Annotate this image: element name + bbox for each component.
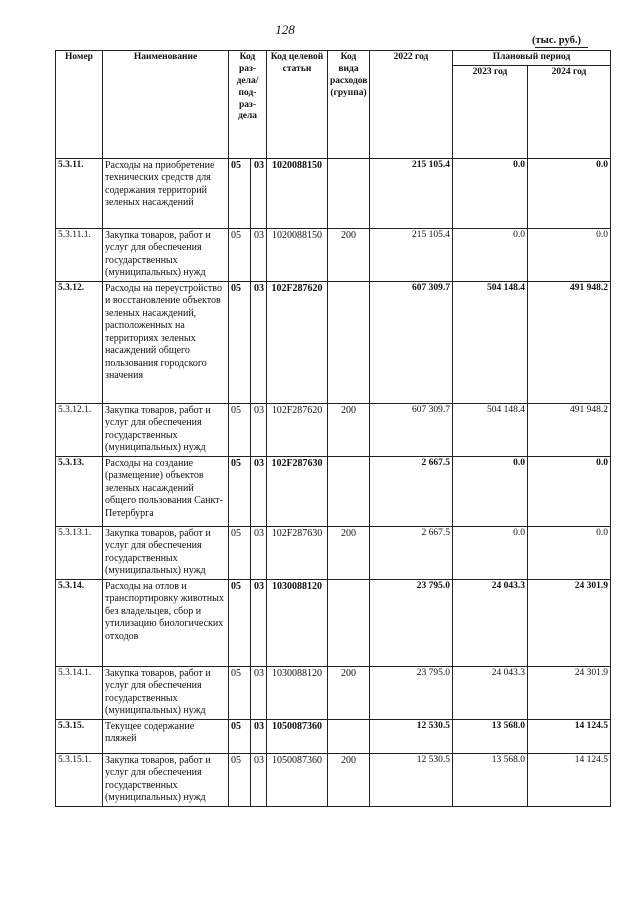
cell-name: Расходы на приобретение технических средств для содержания территорий зеленых насаждений [103,158,229,228]
cell-expense-type [328,281,370,403]
header-year-2023: 2023 год [453,65,528,158]
cell-2024: 491 948.2 [528,403,611,456]
cell-expense-type: 200 [328,228,370,281]
header-expense-type-code: Код вида расходов (группа) [328,51,370,159]
cell-name: Расходы на отлов и транспортировку животных без владельцев, сбор и утилизацию биологических отходов [103,579,229,666]
cell-2024: 0.0 [528,456,611,526]
cell-expense-type [328,719,370,753]
cell-2023: 504 148.4 [453,281,528,403]
cell-target-code: 1050087360 [267,753,328,806]
units-label: (тыс. руб.) [532,35,581,46]
header-section-code: Код раз-дела/ под-раз-дела [229,51,267,159]
cell-2022: 23 795.0 [370,579,453,666]
cell-2023: 24 043.3 [453,666,528,719]
cell-target-code: 1020088150 [267,158,328,228]
cell-subsection: 03 [251,456,267,526]
cell-2022: 215 105.4 [370,158,453,228]
cell-subsection: 03 [251,281,267,403]
cell-2024: 14 124.5 [528,753,611,806]
cell-subsection: 03 [251,666,267,719]
cell-number: 5.3.15. [56,719,103,753]
cell-name: Расходы на создание (размещение) объектов зеленых насаждений общего пользования Санкт-Петербурга [103,456,229,526]
cell-2022: 12 530.5 [370,719,453,753]
cell-2023: 0.0 [453,526,528,579]
cell-target-code: 102F287620 [267,403,328,456]
cell-2023: 0.0 [453,158,528,228]
cell-2022: 12 530.5 [370,753,453,806]
cell-subsection: 03 [251,719,267,753]
header-name: Наименование [103,51,229,159]
header-year-2022: 2022 год [370,51,453,159]
header-row [56,51,611,66]
cell-number: 5.3.14.1. [56,666,103,719]
table-row [56,403,611,456]
cell-section: 05 [229,158,251,228]
cell-2024: 0.0 [528,526,611,579]
cell-section: 05 [229,526,251,579]
cell-target-code: 1020088150 [267,228,328,281]
cell-expense-type: 200 [328,526,370,579]
cell-section: 05 [229,281,251,403]
cell-number: 5.3.13.1. [56,526,103,579]
cell-2022: 2 667.5 [370,526,453,579]
cell-target-code: 102F287630 [267,456,328,526]
cell-name: Закупка товаров, работ и услуг для обеспечения государственных (муниципальных) нужд [103,666,229,719]
table-row [56,456,611,526]
cell-section: 05 [229,719,251,753]
cell-number: 5.3.11. [56,158,103,228]
cell-2024: 0.0 [528,158,611,228]
cell-2024: 24 301.9 [528,579,611,666]
cell-target-code: 1030088120 [267,579,328,666]
cell-2023: 13 568.0 [453,719,528,753]
cell-expense-type: 200 [328,666,370,719]
table-row [56,158,611,228]
cell-2024: 14 124.5 [528,719,611,753]
cell-2024: 0.0 [528,228,611,281]
cell-name: Закупка товаров, работ и услуг для обеспечения государственных (муниципальных) нужд [103,228,229,281]
cell-2022: 23 795.0 [370,666,453,719]
table-row [56,526,611,579]
cell-section: 05 [229,666,251,719]
cell-number: 5.3.15.1. [56,753,103,806]
cell-name: Закупка товаров, работ и услуг для обеспечения государственных (муниципальных) нужд [103,753,229,806]
cell-2023: 13 568.0 [453,753,528,806]
table-row [56,281,611,403]
cell-2023: 24 043.3 [453,579,528,666]
cell-section: 05 [229,403,251,456]
cell-2022: 215 105.4 [370,228,453,281]
table-row [56,753,611,806]
cell-number: 5.3.13. [56,456,103,526]
cell-2022: 607 309.7 [370,281,453,403]
cell-number: 5.3.12. [56,281,103,403]
cell-subsection: 03 [251,579,267,666]
cell-target-code: 102F287620 [267,281,328,403]
cell-name: Текущее содержание пляжей [103,719,229,753]
cell-target-code: 102F287630 [267,526,328,579]
cell-subsection: 03 [251,526,267,579]
cell-subsection: 03 [251,228,267,281]
header-target-code: Код целевой статьи [267,51,328,159]
cell-number: 5.3.14. [56,579,103,666]
cell-name: Закупка товаров, работ и услуг для обеспечения государственных (муниципальных) нужд [103,526,229,579]
cell-expense-type [328,579,370,666]
cell-2024: 491 948.2 [528,281,611,403]
cell-subsection: 03 [251,403,267,456]
cell-target-code: 1050087360 [267,719,328,753]
cell-2023: 504 148.4 [453,403,528,456]
table-row [56,579,611,666]
cell-2024: 24 301.9 [528,666,611,719]
cell-section: 05 [229,456,251,526]
cell-2023: 0.0 [453,456,528,526]
cell-2023: 0.0 [453,228,528,281]
cell-number: 5.3.11.1. [56,228,103,281]
cell-2022: 607 309.7 [370,403,453,456]
cell-expense-type [328,456,370,526]
cell-name: Закупка товаров, работ и услуг для обеспечения государственных (муниципальных) нужд [103,403,229,456]
cell-subsection: 03 [251,158,267,228]
cell-expense-type: 200 [328,753,370,806]
table-row [56,228,611,281]
table-row [56,666,611,719]
header-number: Номер [56,51,103,159]
cell-target-code: 1030088120 [267,666,328,719]
cell-section: 05 [229,579,251,666]
units-underline [535,47,588,48]
cell-section: 05 [229,228,251,281]
cell-expense-type [328,158,370,228]
table-body [56,158,611,806]
cell-subsection: 03 [251,753,267,806]
header-year-2024: 2024 год [528,65,611,158]
cell-2022: 2 667.5 [370,456,453,526]
cell-section: 05 [229,753,251,806]
page-number: 128 [275,22,295,37]
cell-name: Расходы на переустройство и восстановление объектов зеленых насаждений, расположенных на территориях зеленых насаждений общего пользования городского значения [103,281,229,403]
cell-expense-type: 200 [328,403,370,456]
header-planned-period: Плановый период [453,51,611,66]
table-row [56,719,611,753]
cell-number: 5.3.12.1. [56,403,103,456]
budget-table [55,50,611,807]
